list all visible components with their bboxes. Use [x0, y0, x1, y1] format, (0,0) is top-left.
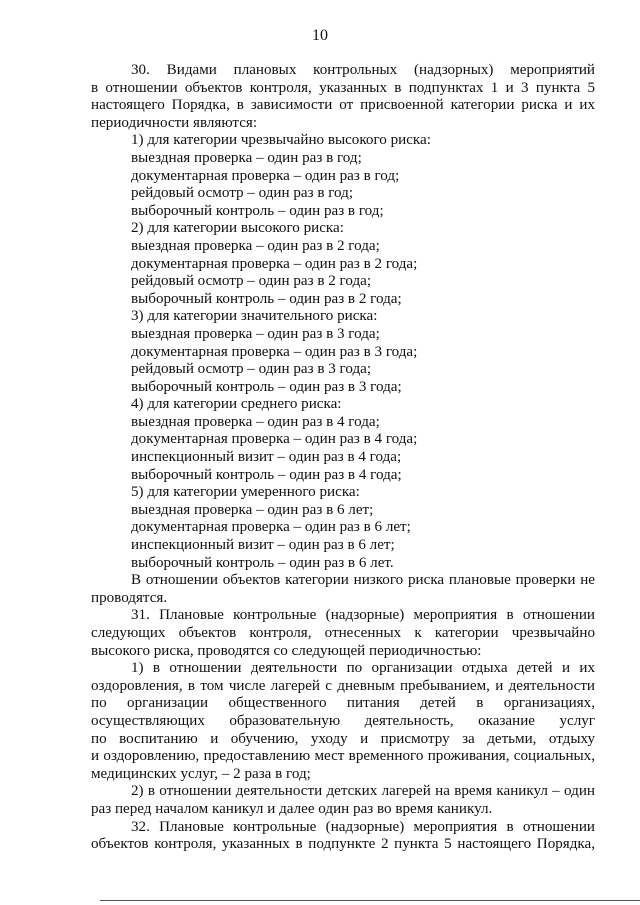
list-item: рейдовый осмотр – один раз в год; [131, 185, 354, 202]
text-line: в отношении объектов контроля, указанных в подпунктах 1 и 3 пункта 5 [91, 79, 595, 96]
list-item: рейдовый осмотр – один раз в 3 года; [131, 361, 372, 378]
paragraph-31-item-1 [91, 660, 595, 783]
list-item: документарная проверка – один раз в 4 года; [131, 431, 418, 448]
list-item: выборочный контроль – один раз в год; [131, 202, 384, 219]
paragraph-30 [91, 62, 595, 132]
list-item: 5) для категории умеренного риска: [131, 484, 360, 501]
text-line: раз перед началом каникул и далее один раз во время каникул. [91, 800, 493, 817]
text-line: 31. Плановые контрольные (надзорные) мероприятия в отношении [131, 607, 595, 624]
text-line: по воспитанию и обучению, уходу и присмотру за детьми, отдыху [91, 730, 595, 747]
list-item: выездная проверка – один раз в 6 лет; [131, 501, 374, 518]
list-item: документарная проверка – один раз в 3 года; [131, 343, 418, 360]
list-item: выездная проверка – один раз в 3 года; [131, 325, 380, 342]
list-item: документарная проверка – один раз в 2 года; [131, 255, 418, 272]
list-item: выборочный контроль – один раз в 3 года; [131, 378, 402, 395]
text-line: 1) в отношении деятельности по организации отдыха детей и их [131, 660, 595, 677]
list-item: рейдовый осмотр – один раз в 2 года; [131, 273, 372, 290]
text-line: высокого риска, проводятся со следующей периодичностью: [91, 642, 482, 659]
list-item: документарная проверка – один раз в год; [131, 167, 400, 184]
text-line: следующих объектов контроля, отнесенных к категории чрезвычайно [91, 625, 595, 641]
text-line: объектов контроля, указанных в подпункте 2 пункта 5 настоящего Порядка, [91, 836, 595, 853]
paragraph-31 [91, 607, 595, 660]
risk-category-list [91, 132, 595, 572]
text-line: 2) в отношении деятельности детских лагерей на время каникул – один [131, 783, 595, 800]
list-item: выборочный контроль – один раз в 6 лет. [131, 554, 394, 571]
list-item: выездная проверка – один раз в год; [131, 149, 362, 166]
text-line: проводятся. [91, 589, 168, 606]
scan-edge-line [100, 900, 640, 901]
paragraph-31-item-2 [91, 783, 595, 818]
text-line: оздоровления, в том числе лагерей с дневным пребыванием, и деятельности [91, 677, 595, 694]
text-line: по организации общественного питания детей в организациях, [91, 695, 595, 712]
text-line: периодичности являются: [91, 114, 258, 131]
page-number: 10 [312, 27, 328, 44]
list-item: выездная проверка – один раз в 2 года; [131, 237, 380, 254]
list-item: 3) для категории значительного риска: [131, 308, 378, 325]
paragraph-32 [91, 819, 595, 854]
list-item: инспекционный визит – один раз в 6 лет; [131, 537, 395, 554]
list-item: инспекционный визит – один раз в 4 года; [131, 449, 402, 466]
text-line: осуществляющих образовательную деятельность, оказание услуг [91, 712, 595, 729]
list-item: выездная проверка – один раз в 4 года; [131, 413, 380, 430]
list-item: выборочный контроль – один раз в 4 года; [131, 466, 402, 483]
list-item: 4) для категории среднего риска: [131, 396, 342, 413]
low-risk-note [91, 572, 595, 607]
text-line: 32. Плановые контрольные (надзорные) мероприятия в отношении [131, 818, 595, 835]
text-line: медицинских услуг, – 2 раза в год; [91, 765, 311, 782]
text-line: 30. Видами плановых контрольных (надзорных) мероприятий [131, 62, 595, 78]
list-item: документарная проверка – один раз в 6 лет; [131, 519, 411, 536]
list-item: выборочный контроль – один раз в 2 года; [131, 290, 402, 307]
text-line: настоящего Порядка, в зависимости от присвоенной категории риска и их [91, 97, 595, 114]
list-item: 1) для категории чрезвычайно высокого риска: [131, 132, 431, 149]
text-line: и оздоровлению, предоставлению мест временного проживания, социальных, [91, 748, 595, 765]
document-body [91, 62, 595, 854]
list-item: 2) для категории высокого риска: [131, 220, 344, 237]
text-line: В отношении объектов категории низкого риска плановые проверки не [131, 572, 595, 589]
